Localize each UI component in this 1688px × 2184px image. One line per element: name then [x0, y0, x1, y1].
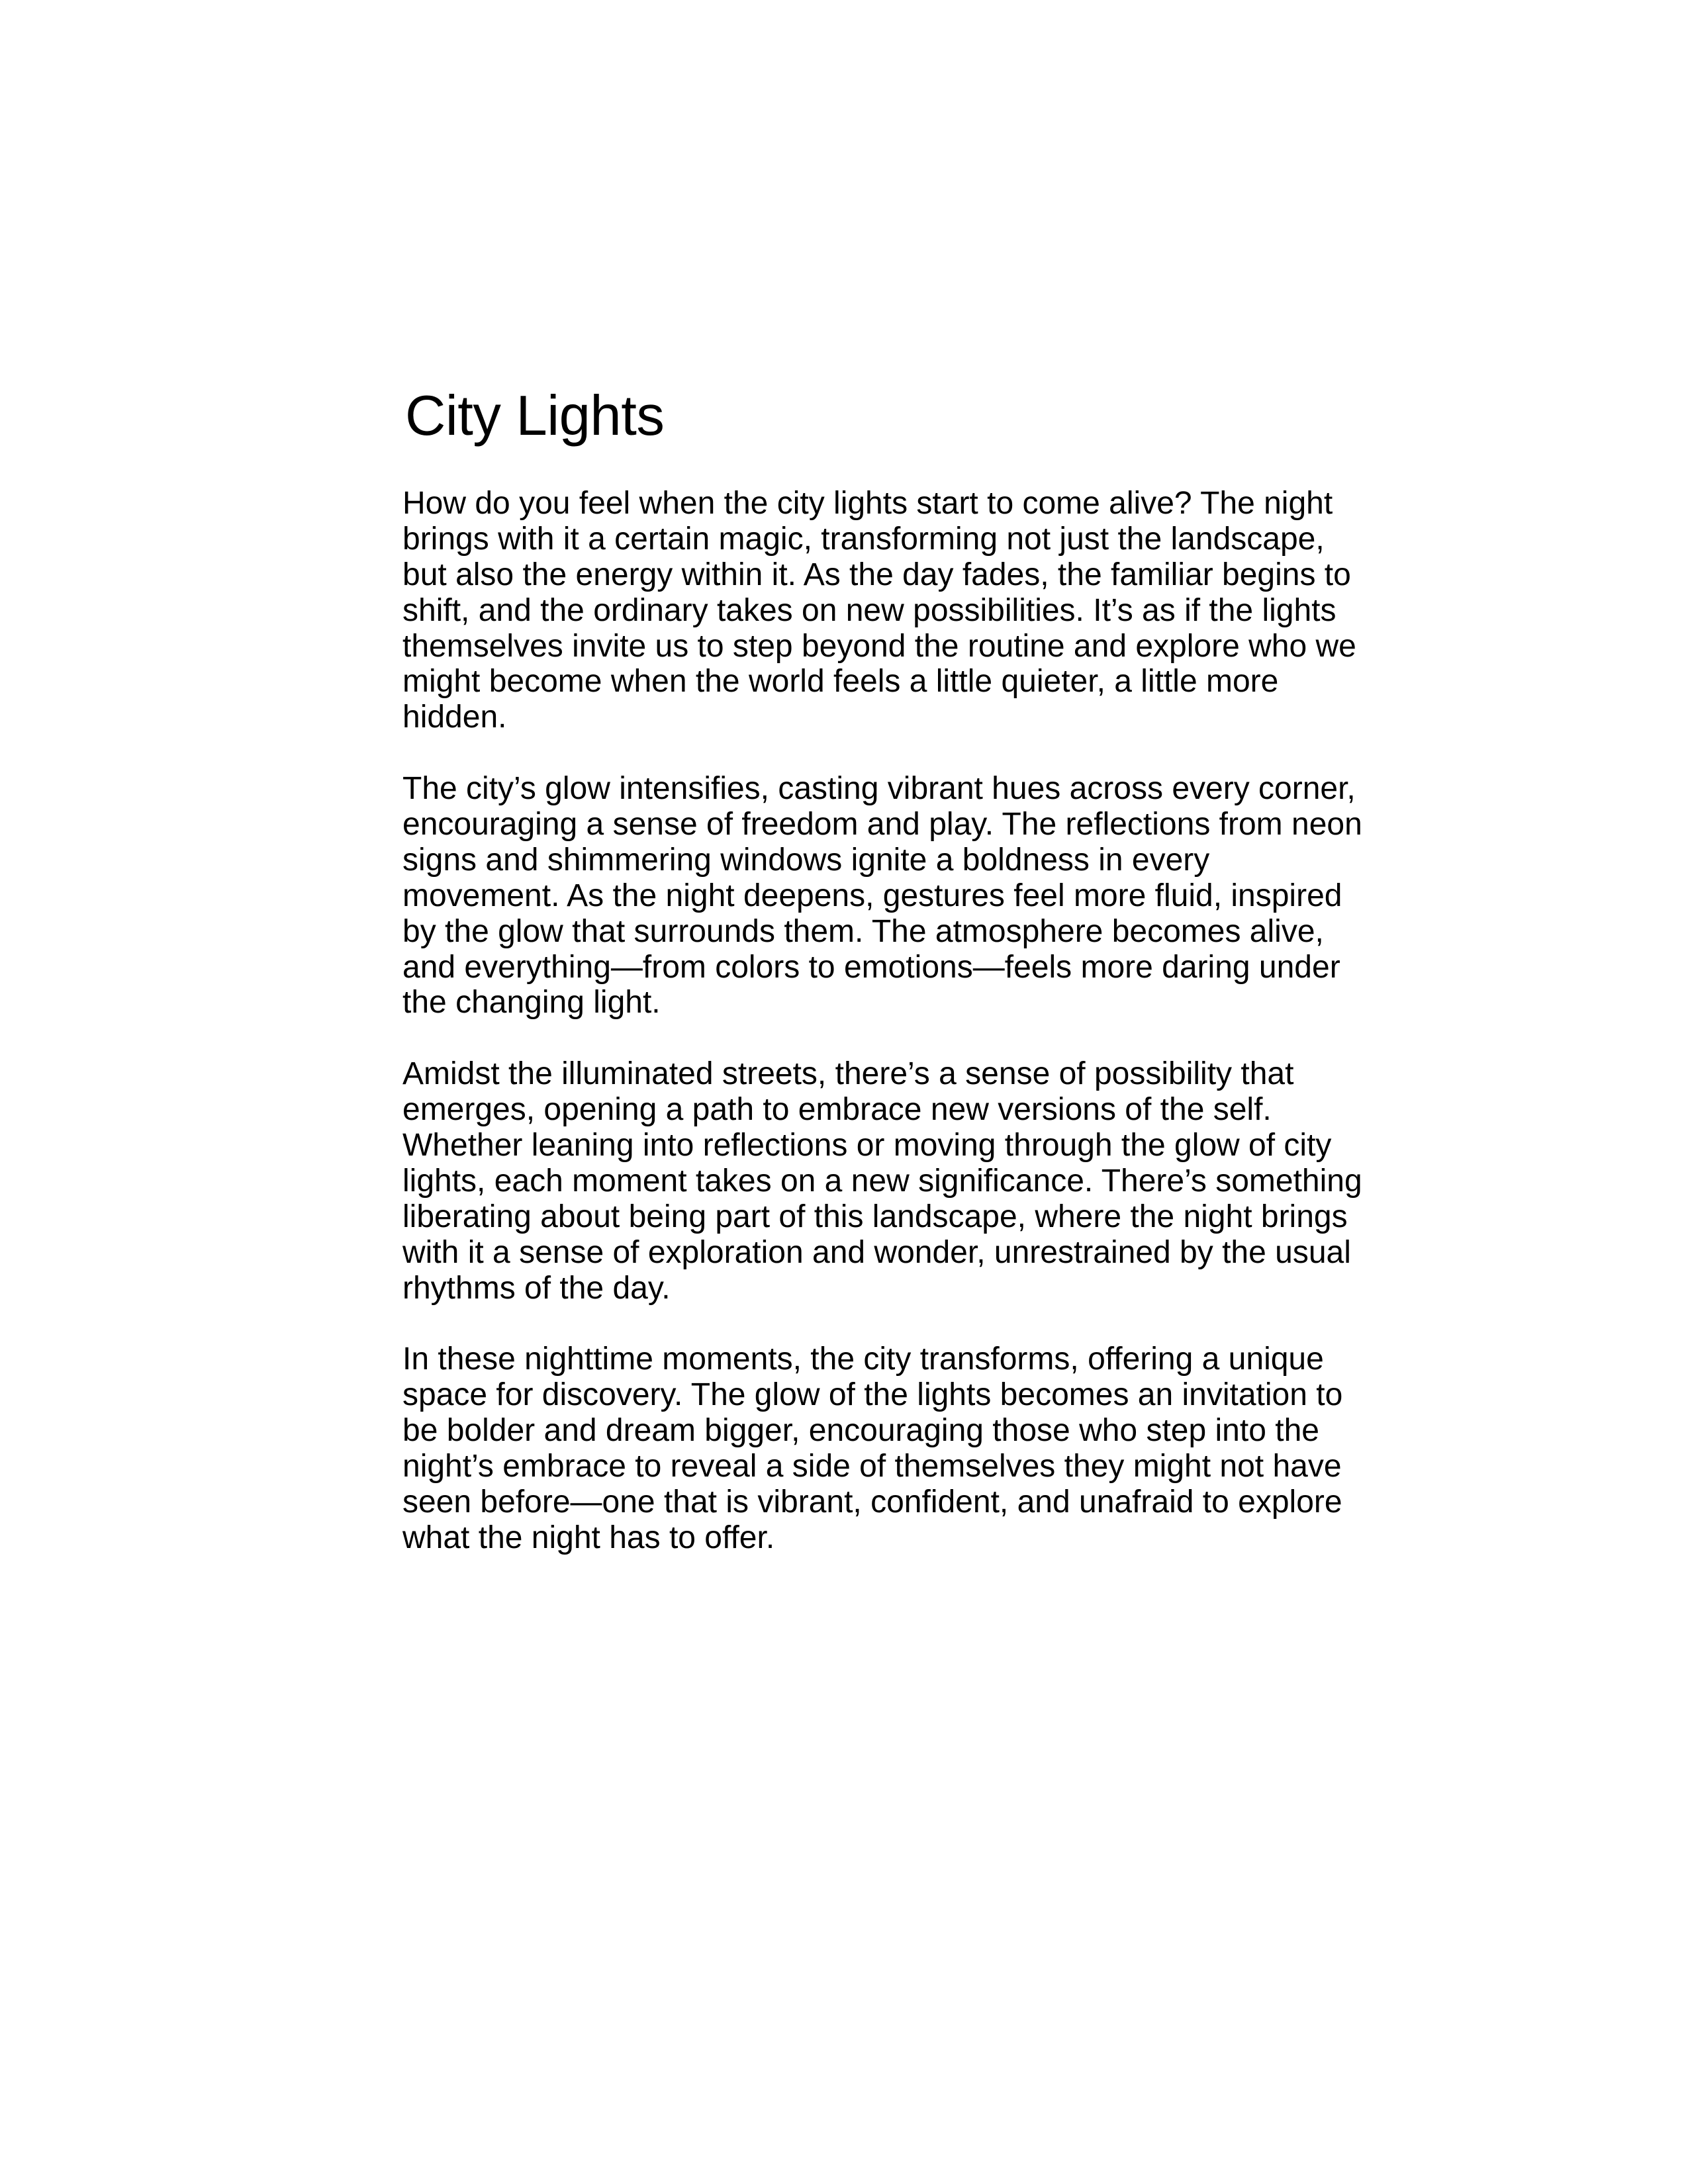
text-line: night’s embrace to reveal a side of themselves they might not have [402, 1449, 1342, 1484]
text-line: The city’s glow intensifies, casting vibrant hues across every corner, [402, 771, 1356, 807]
paragraph-1 [402, 486, 1356, 735]
text-line: Whether leaning into reflections or moving through the glow of city [402, 1128, 1332, 1163]
text-line: what the night has to offer. [402, 1520, 775, 1555]
document-body [402, 486, 1362, 1556]
text-line: In these nighttime moments, the city transforms, offering a unique [402, 1342, 1324, 1377]
text-line: brings with it a certain magic, transforming not just the landscape, [402, 521, 1325, 557]
text-line: the changing light. [402, 985, 661, 1021]
text-line: hidden. [402, 700, 507, 735]
paragraph-3 [402, 1056, 1362, 1306]
text-line: be bolder and dream bigger, encouraging those who step into the [402, 1413, 1319, 1449]
text-line: liberating about being part of this landscape, where the night brings [402, 1199, 1348, 1234]
text-line: seen before—one that is vibrant, confident, and unafraid to explore [402, 1484, 1342, 1520]
text-line: How do you feel when the city lights start to come alive? The night [402, 486, 1333, 521]
text-line: and everything—from colors to emotions—feels more daring under [402, 949, 1340, 985]
text-line: Amidst the illuminated streets, there’s a sense of possibility that [402, 1056, 1294, 1092]
text-line: but also the energy within it. As the day fades, the familiar begins to [402, 557, 1351, 592]
text-line: emerges, opening a path to embrace new versions of the self. [402, 1092, 1272, 1128]
paragraph-4 [402, 1342, 1342, 1555]
text-line: might become when the world feels a little quieter, a little more [402, 664, 1279, 700]
text-line: signs and shimmering windows ignite a boldness in every [402, 842, 1210, 878]
paragraph-2 [402, 771, 1362, 1021]
text-line: lights, each moment takes on a new significance. There’s something [402, 1163, 1362, 1199]
document-title: City Lights [405, 385, 665, 447]
text-line: by the glow that surrounds them. The atmosphere becomes alive, [402, 913, 1324, 949]
text-line: rhythms of the day. [402, 1270, 671, 1306]
text-line: encouraging a sense of freedom and play. The reflections from neon [402, 807, 1362, 842]
text-line: themselves invite us to step beyond the routine and explore who we [402, 628, 1356, 664]
text-line: space for discovery. The glow of the lights becomes an invitation to [402, 1377, 1343, 1413]
text-line: movement. As the night deepens, gestures feel more fluid, inspired [402, 878, 1342, 913]
text-line: with it a sense of exploration and wonder, unrestrained by the usual [402, 1234, 1351, 1270]
text-line: shift, and the ordinary takes on new possibilities. It’s as if the lights [402, 592, 1336, 628]
